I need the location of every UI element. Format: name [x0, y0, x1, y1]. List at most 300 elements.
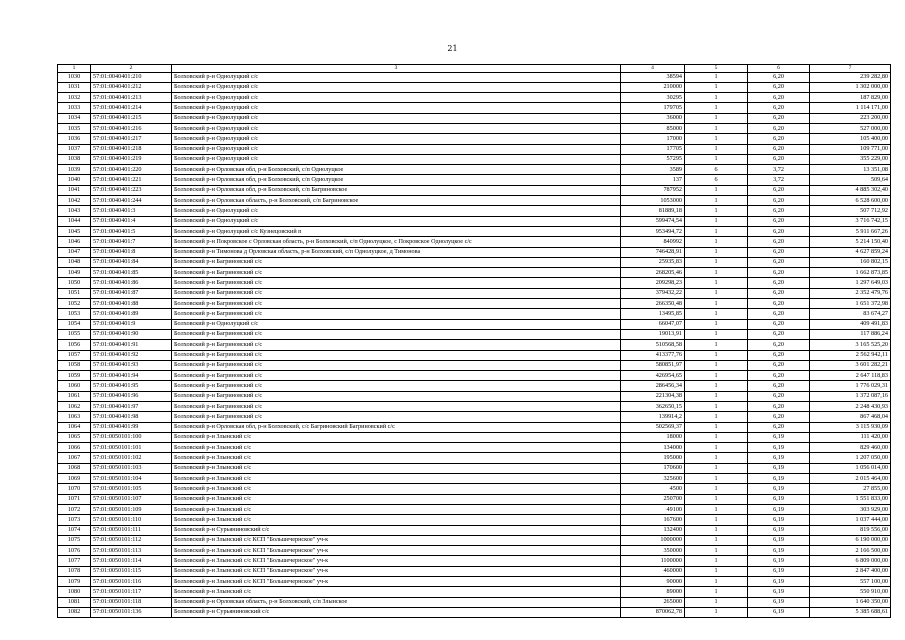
table-row — [58, 206, 891, 216]
cadastral-number: 57:01:0040401:217 — [91, 134, 172, 144]
group-code: 1 — [685, 432, 748, 442]
cadastral-value: 105 400,00 — [810, 134, 891, 144]
location-address: Болховский р-н Багриновский с/с — [172, 278, 621, 288]
row-number: 1052 — [58, 299, 91, 309]
cadastral-value: 1 651 372,98 — [810, 299, 891, 309]
specific-value: 6,20 — [748, 185, 810, 195]
row-number: 1056 — [58, 340, 91, 350]
location-address: Болховский р-н Багриновский с/с — [172, 402, 621, 412]
cadastral-value: 1 662 873,85 — [810, 268, 891, 278]
group-code: 1 — [685, 381, 748, 391]
area-value: 746428,91 — [621, 247, 685, 257]
table-row — [58, 288, 891, 298]
cadastral-number: 57:01:0050101:107 — [91, 494, 172, 504]
group-code: 1 — [685, 113, 748, 123]
cadastral-number: 57:01:0040401:215 — [91, 113, 172, 123]
row-number: 1043 — [58, 206, 91, 216]
row-number: 1030 — [58, 72, 91, 82]
location-address: Болховский р-н Сурьяниновский с/с — [172, 607, 621, 617]
cadastral-value: 2 562 942,11 — [810, 350, 891, 360]
cadastral-value: 111 420,00 — [810, 432, 891, 442]
cadastral-value-table — [57, 64, 891, 618]
table-row — [58, 453, 891, 463]
location-address: Болховский р-н Багриновский с/с — [172, 381, 621, 391]
area-value: 870062,78 — [621, 607, 685, 617]
cadastral-value: 1 114 171,00 — [810, 103, 891, 113]
cadastral-number: 57:01:0050101:100 — [91, 432, 172, 442]
area-value: 4500 — [621, 484, 685, 494]
area-value: 57295 — [621, 154, 685, 164]
group-code: 1 — [685, 319, 748, 329]
cadastral-value: 550 910,00 — [810, 587, 891, 597]
location-address: Болховский р-н Однолуцкий с/с — [172, 154, 621, 164]
location-address: Болховский р-н Однолуцкий с/с — [172, 72, 621, 82]
location-address: Болховский р-н Орловская обл, р-н Болховский, с/п Однолуцкое — [172, 175, 621, 185]
location-address: Болховский р-н Злынский с/с КСП "Большечернское" уч-к — [172, 556, 621, 566]
cadastral-number: 57:01:0040401:221 — [91, 175, 172, 185]
area-value: 66047,07 — [621, 319, 685, 329]
location-address: Болховский р-н Орловская обл, р-н Болховский, с/п Однолуцкое — [172, 165, 621, 175]
location-address: Болховский р-н Однолуцкий с/с Кузнецовский п — [172, 226, 621, 236]
cadastral-number: 57:01:0040401:98 — [91, 412, 172, 422]
cadastral-number: 57:01:0040401:96 — [91, 391, 172, 401]
cadastral-number: 57:01:0050101:105 — [91, 484, 172, 494]
group-code: 1 — [685, 226, 748, 236]
area-value: 17705 — [621, 144, 685, 154]
cadastral-value: 2 352 479,76 — [810, 288, 891, 298]
specific-value: 6,19 — [748, 607, 810, 617]
row-number: 1057 — [58, 350, 91, 360]
specific-value: 6,20 — [748, 206, 810, 216]
specific-value: 6,19 — [748, 577, 810, 587]
row-number: 1031 — [58, 82, 91, 92]
group-code: 1 — [685, 154, 748, 164]
cadastral-value: 6 190 000,00 — [810, 535, 891, 545]
table-row — [58, 134, 891, 144]
table-row — [58, 566, 891, 576]
group-code: 1 — [685, 546, 748, 556]
area-value: 1000000 — [621, 535, 685, 545]
group-code: 1 — [685, 453, 748, 463]
area-value: 599474,54 — [621, 216, 685, 226]
area-value: 49100 — [621, 504, 685, 514]
specific-value: 6,20 — [748, 381, 810, 391]
group-code: 1 — [685, 515, 748, 525]
table-row — [58, 123, 891, 133]
cadastral-number: 57:01:0050101:111 — [91, 525, 172, 535]
specific-value: 6,20 — [748, 144, 810, 154]
cadastral-value: 355 229,00 — [810, 154, 891, 164]
specific-value: 6,19 — [748, 525, 810, 535]
area-value: 1053000 — [621, 196, 685, 206]
location-address: Болховский р-н Багриновский с/с — [172, 329, 621, 339]
group-code: 1 — [685, 597, 748, 607]
table-row — [58, 577, 891, 587]
specific-value: 6,19 — [748, 556, 810, 566]
location-address: Болховский р-н Багриновский с/с — [172, 371, 621, 381]
cadastral-value: 3 165 525,20 — [810, 340, 891, 350]
cadastral-number: 57:01:0040401:86 — [91, 278, 172, 288]
table-row — [58, 196, 891, 206]
group-code: 1 — [685, 340, 748, 350]
area-value: 286456,34 — [621, 381, 685, 391]
cadastral-value: 1 551 833,00 — [810, 494, 891, 504]
row-number: 1081 — [58, 597, 91, 607]
row-number: 1059 — [58, 371, 91, 381]
cadastral-number: 57:01:0040401:216 — [91, 123, 172, 133]
row-number: 1033 — [58, 103, 91, 113]
location-address: Болховский р-н Багриновский с/с — [172, 391, 621, 401]
specific-value: 6,20 — [748, 422, 810, 432]
specific-value: 6,20 — [748, 412, 810, 422]
area-value: 221304,38 — [621, 391, 685, 401]
table-row — [58, 360, 891, 370]
location-address: Болховский р-н Багриновский с/с — [172, 268, 621, 278]
cadastral-number: 57:01:0050101:110 — [91, 515, 172, 525]
row-number: 1068 — [58, 463, 91, 473]
location-address: Болховский р-н Злынский с/с — [172, 587, 621, 597]
location-address: Болховский р-н Тимонова д Орловская область, р-н Болховский, с/п Однолуцкое, д Тимонова — [172, 247, 621, 257]
table-row — [58, 484, 891, 494]
table-row — [58, 185, 891, 195]
location-address: Болховский р-н Злынский с/с КСП "Большечернское" уч-к — [172, 535, 621, 545]
location-address: Болховский р-н Злынский с/с — [172, 432, 621, 442]
area-value: 36000 — [621, 113, 685, 123]
area-value: 195000 — [621, 453, 685, 463]
cadastral-value: 1 037 444,00 — [810, 515, 891, 525]
group-code: 1 — [685, 474, 748, 484]
row-number: 1070 — [58, 484, 91, 494]
area-value: 17000 — [621, 134, 685, 144]
row-number: 1041 — [58, 185, 91, 195]
specific-value: 6,19 — [748, 432, 810, 442]
cadastral-number: 57:01:0040401:5 — [91, 226, 172, 236]
cadastral-value: 409 491,83 — [810, 319, 891, 329]
row-number: 1063 — [58, 412, 91, 422]
cadastral-value: 2 015 464,00 — [810, 474, 891, 484]
cadastral-number: 57:01:0040401:8 — [91, 247, 172, 257]
row-number: 1047 — [58, 247, 91, 257]
group-code: 1 — [685, 402, 748, 412]
group-code: 1 — [685, 103, 748, 113]
area-value: 266350,48 — [621, 299, 685, 309]
table-body — [58, 72, 891, 618]
row-number: 1046 — [58, 237, 91, 247]
group-code: 1 — [685, 484, 748, 494]
specific-value: 6,19 — [748, 474, 810, 484]
row-number: 1076 — [58, 546, 91, 556]
cadastral-value: 27 855,00 — [810, 484, 891, 494]
location-address: Болховский р-н Однолуцкий с/с — [172, 144, 621, 154]
cadastral-number: 57:01:0040401:85 — [91, 268, 172, 278]
area-value: 167600 — [621, 515, 685, 525]
area-value: 1100000 — [621, 556, 685, 566]
column-header: 7 — [810, 65, 891, 73]
row-number: 1045 — [58, 226, 91, 236]
group-code: 1 — [685, 72, 748, 82]
cadastral-number: 57:01:0040401:94 — [91, 371, 172, 381]
row-number: 1073 — [58, 515, 91, 525]
row-number: 1053 — [58, 309, 91, 319]
cadastral-number: 57:01:0040401:7 — [91, 237, 172, 247]
cadastral-value: 867 468,04 — [810, 412, 891, 422]
cadastral-value: 1 056 014,00 — [810, 463, 891, 473]
table-row — [58, 504, 891, 514]
specific-value: 6,19 — [748, 597, 810, 607]
cadastral-value: 2 847 400,00 — [810, 566, 891, 576]
table-row — [58, 350, 891, 360]
table-row — [58, 381, 891, 391]
area-value: 18000 — [621, 432, 685, 442]
cadastral-value: 3 601 282,21 — [810, 360, 891, 370]
row-number: 1080 — [58, 587, 91, 597]
location-address: Болховский р-н Орловская обл, р-н Болховский, с/п Багриновское — [172, 185, 621, 195]
row-number: 1072 — [58, 504, 91, 514]
table-row — [58, 515, 891, 525]
specific-value: 6,20 — [748, 82, 810, 92]
row-number: 1035 — [58, 123, 91, 133]
area-value: 89000 — [621, 587, 685, 597]
cadastral-number: 57:01:0050101:113 — [91, 546, 172, 556]
cadastral-value: 83 674,27 — [810, 309, 891, 319]
area-value: 209298,23 — [621, 278, 685, 288]
group-code: 1 — [685, 329, 748, 339]
area-value: 426954,65 — [621, 371, 685, 381]
row-number: 1082 — [58, 607, 91, 617]
cadastral-value: 829 460,00 — [810, 443, 891, 453]
area-value: 325600 — [621, 474, 685, 484]
table-row — [58, 82, 891, 92]
cadastral-number: 57:01:0040401:90 — [91, 329, 172, 339]
area-value: 362650,15 — [621, 402, 685, 412]
specific-value: 6,20 — [748, 360, 810, 370]
specific-value: 6,20 — [748, 371, 810, 381]
column-number-row — [58, 65, 891, 73]
location-address: Болховский р-н Злынский с/с — [172, 494, 621, 504]
table-row — [58, 525, 891, 535]
location-address: Болховский р-н Однолуцкий с/с — [172, 93, 621, 103]
table-row — [58, 474, 891, 484]
group-code: 1 — [685, 247, 748, 257]
specific-value: 6,19 — [748, 484, 810, 494]
area-value: 502569,37 — [621, 422, 685, 432]
location-address: Болховский р-н Злынский с/с — [172, 474, 621, 484]
table-row — [58, 72, 891, 82]
group-code: 1 — [685, 577, 748, 587]
cadastral-value: 819 556,00 — [810, 525, 891, 535]
cadastral-number: 57:01:0050101:118 — [91, 597, 172, 607]
group-code: 1 — [685, 299, 748, 309]
cadastral-value: 117 886,24 — [810, 329, 891, 339]
cadastral-value: 4 627 859,24 — [810, 247, 891, 257]
row-number: 1034 — [58, 113, 91, 123]
cadastral-number: 57:01:0050101:117 — [91, 587, 172, 597]
cadastral-number: 57:01:0040401:214 — [91, 103, 172, 113]
location-address: Болховский р-н Злынский с/с — [172, 443, 621, 453]
specific-value: 6,20 — [748, 299, 810, 309]
specific-value: 6,19 — [748, 546, 810, 556]
group-code: 1 — [685, 443, 748, 453]
group-code: 1 — [685, 206, 748, 216]
cadastral-value: 509,64 — [810, 175, 891, 185]
row-number: 1075 — [58, 535, 91, 545]
cadastral-number: 57:01:0050101:112 — [91, 535, 172, 545]
cadastral-value: 5 214 150,40 — [810, 237, 891, 247]
table-row — [58, 278, 891, 288]
row-number: 1054 — [58, 319, 91, 329]
cadastral-number: 57:01:0040401:219 — [91, 154, 172, 164]
row-number: 1060 — [58, 381, 91, 391]
row-number: 1074 — [58, 525, 91, 535]
location-address: Болховский р-н Злынский с/с КСП "Большечернское" уч-к — [172, 546, 621, 556]
group-code: 1 — [685, 134, 748, 144]
cadastral-value: 1 372 087,16 — [810, 391, 891, 401]
cadastral-number: 57:01:0040401:99 — [91, 422, 172, 432]
cadastral-value: 239 282,80 — [810, 72, 891, 82]
cadastral-number: 57:01:0050101:104 — [91, 474, 172, 484]
cadastral-value: 2 248 430,93 — [810, 402, 891, 412]
cadastral-number: 57:01:0050101:116 — [91, 577, 172, 587]
specific-value: 6,19 — [748, 587, 810, 597]
table-row — [58, 432, 891, 442]
location-address: Болховский р-н Багриновский с/с — [172, 288, 621, 298]
cadastral-number: 57:01:0040401:223 — [91, 185, 172, 195]
cadastral-number: 57:01:0040401:4 — [91, 216, 172, 226]
cadastral-value: 2 647 118,83 — [810, 371, 891, 381]
group-code: 1 — [685, 463, 748, 473]
specific-value: 6,20 — [748, 93, 810, 103]
group-code: 1 — [685, 185, 748, 195]
location-address: Болховский р-н Орловская обл, р-н Болховский, с/с Багриновский Багриновский с/с — [172, 422, 621, 432]
row-number: 1079 — [58, 577, 91, 587]
cadastral-number: 57:01:0040401:91 — [91, 340, 172, 350]
group-code: 1 — [685, 123, 748, 133]
area-value: 379432,22 — [621, 288, 685, 298]
specific-value: 6,20 — [748, 309, 810, 319]
area-value: 268205,46 — [621, 268, 685, 278]
area-value: 134000 — [621, 443, 685, 453]
cadastral-number: 57:01:0040401:89 — [91, 309, 172, 319]
table-row — [58, 319, 891, 329]
specific-value: 6,20 — [748, 268, 810, 278]
location-address: Болховский р-н Однолуцкий с/с — [172, 134, 621, 144]
cadastral-value: 3 716 742,15 — [810, 216, 891, 226]
row-number: 1064 — [58, 422, 91, 432]
group-code: 1 — [685, 216, 748, 226]
cadastral-number: 57:01:0040401:88 — [91, 299, 172, 309]
group-code: 1 — [685, 268, 748, 278]
column-header: 5 — [685, 65, 748, 73]
row-number: 1078 — [58, 566, 91, 576]
group-code: 1 — [685, 391, 748, 401]
area-value: 25935,83 — [621, 257, 685, 267]
group-code: 1 — [685, 144, 748, 154]
table-row — [58, 103, 891, 113]
specific-value: 3,72 — [748, 165, 810, 175]
table-row — [58, 463, 891, 473]
table-row — [58, 607, 891, 617]
area-value: 210000 — [621, 82, 685, 92]
specific-value: 6,19 — [748, 453, 810, 463]
area-value: 265000 — [621, 597, 685, 607]
group-code: 1 — [685, 587, 748, 597]
specific-value: 6,19 — [748, 463, 810, 473]
specific-value: 6,20 — [748, 329, 810, 339]
area-value: 953494,72 — [621, 226, 685, 236]
location-address: Болховский р-н Орловская область, р-н Болховский, с/п Злынское — [172, 597, 621, 607]
table-row — [58, 309, 891, 319]
cadastral-number: 57:01:0050101:101 — [91, 443, 172, 453]
row-number: 1058 — [58, 360, 91, 370]
table-row — [58, 391, 891, 401]
table-row — [58, 443, 891, 453]
table-row — [58, 216, 891, 226]
cadastral-value: 187 829,00 — [810, 93, 891, 103]
row-number: 1032 — [58, 93, 91, 103]
specific-value: 6,20 — [748, 103, 810, 113]
cadastral-number: 57:01:0040401:87 — [91, 288, 172, 298]
cadastral-value: 527 000,00 — [810, 123, 891, 133]
cadastral-value: 507 712,92 — [810, 206, 891, 216]
row-number: 1067 — [58, 453, 91, 463]
table-row — [58, 494, 891, 504]
group-code: 6 — [685, 175, 748, 185]
location-address: Болховский р-н Злынский с/с КСП "Большечернское" уч-к — [172, 577, 621, 587]
row-number: 1048 — [58, 257, 91, 267]
table-row — [58, 257, 891, 267]
specific-value: 6,20 — [748, 226, 810, 236]
cadastral-number: 57:01:0050101:114 — [91, 556, 172, 566]
group-code: 1 — [685, 237, 748, 247]
table-row — [58, 402, 891, 412]
cadastral-value: 5 385 688,61 — [810, 607, 891, 617]
cadastral-value: 223 200,00 — [810, 113, 891, 123]
specific-value: 6,20 — [748, 154, 810, 164]
specific-value: 3,72 — [748, 175, 810, 185]
location-address: Болховский р-н Однолуцкий с/с — [172, 206, 621, 216]
cadastral-number: 57:01:0040401:95 — [91, 381, 172, 391]
group-code: 1 — [685, 288, 748, 298]
cadastral-number: 57:01:0050101:103 — [91, 463, 172, 473]
table-row — [58, 175, 891, 185]
specific-value: 6,20 — [748, 196, 810, 206]
row-number: 1062 — [58, 402, 91, 412]
specific-value: 6,19 — [748, 566, 810, 576]
cadastral-number: 57:01:0050101:136 — [91, 607, 172, 617]
table-row — [58, 165, 891, 175]
area-value: 510568,58 — [621, 340, 685, 350]
area-value: 3589 — [621, 165, 685, 175]
row-number: 1037 — [58, 144, 91, 154]
area-value: 137 — [621, 175, 685, 185]
location-address: Болховский р-н Багриновский с/с — [172, 299, 621, 309]
group-code: 1 — [685, 422, 748, 432]
table-row — [58, 113, 891, 123]
specific-value: 6,20 — [748, 72, 810, 82]
area-value: 19013,91 — [621, 329, 685, 339]
table-row — [58, 535, 891, 545]
group-code: 1 — [685, 525, 748, 535]
specific-value: 6,19 — [748, 535, 810, 545]
cadastral-value: 3 115 930,09 — [810, 422, 891, 432]
specific-value: 6,20 — [748, 247, 810, 257]
location-address: Болховский р-н Сурьяниновский с/с — [172, 525, 621, 535]
group-code: 1 — [685, 494, 748, 504]
area-value: 179705 — [621, 103, 685, 113]
location-address: Болховский р-н Однолуцкий с/с — [172, 82, 621, 92]
location-address: Болховский р-н Однолуцкий с/с — [172, 123, 621, 133]
area-value: 840992 — [621, 237, 685, 247]
